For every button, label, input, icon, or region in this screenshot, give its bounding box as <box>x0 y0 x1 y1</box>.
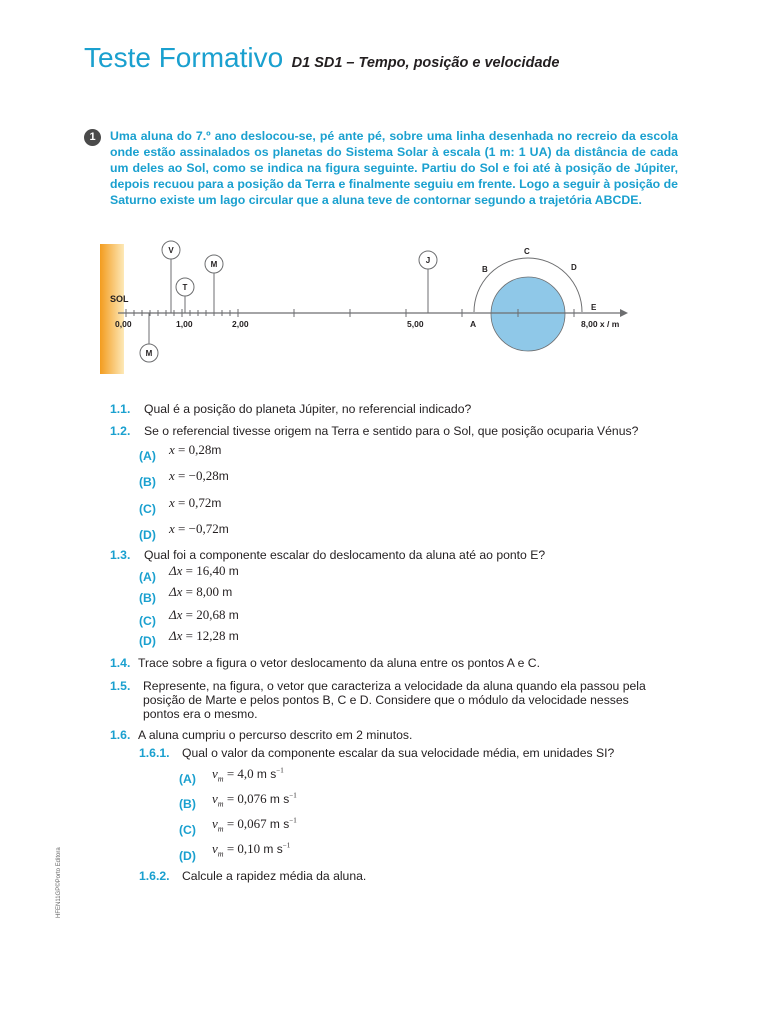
planet-label: V <box>168 246 174 255</box>
question-1-1 <box>110 402 471 416</box>
question-1-3 <box>110 548 545 562</box>
option-label[interactable]: (C) <box>179 823 196 837</box>
question-intro: Uma aluna do 7.º ano deslocou-se, pé ante pé, sobre uma linha desenhada no recreio da escola onde estão assinalados os planetas do Sistema Solar à escala (1 m: 1 UA) da distância de cada um deles ao Sol, como se indica na figura seguinte. Partiu do Sol e foi até à posição de Júpiter, depois recuou para a posição da Terra e finalmente seguiu em frente. Logo a seguir à posição de Saturno existe um lago circular que a aluna teve de contornar segundo a trajetória ABCDE. <box>110 129 678 207</box>
path-point-label: E <box>591 303 597 312</box>
item-number: 1.6.2. <box>139 869 170 883</box>
option-label[interactable]: (C) <box>139 502 156 516</box>
question-1-5-line-3: pontos era o mesmo. <box>143 707 258 721</box>
question-1-6-1 <box>139 746 614 760</box>
sun-label: SOL <box>110 294 129 304</box>
tick-label: 2,00 <box>232 319 249 329</box>
option-equation: x = −0,72m <box>169 521 229 536</box>
question-1-6-2 <box>139 869 366 883</box>
path-point-label: C <box>524 247 530 256</box>
path-point-label: B <box>482 265 488 274</box>
question-1-6 <box>110 728 412 742</box>
planet-label: T <box>182 283 188 292</box>
option-equation: x = 0,28m <box>169 442 222 457</box>
item-text: A aluna cumpriu o percurso descrito em 2 minutos. <box>138 728 413 742</box>
item-text: Qual o valor da componente escalar da sua velocidade média, em unidades SI? <box>182 746 615 760</box>
item-number: 1.6.1. <box>139 746 170 760</box>
item-text: Represente, na figura, o vetor que caracteriza a velocidade da aluna quando ela passou pela <box>143 679 646 693</box>
planet-label: M <box>145 349 153 358</box>
option-label[interactable]: (A) <box>179 772 196 786</box>
item-number: 1.6. <box>110 728 131 742</box>
option-equation: $v_m = 0,076$ m $s^{-1}$ <box>212 791 297 809</box>
tick-label: 1,00 <box>176 319 193 329</box>
publisher-side-note: HFEN11GP©Porto Editora <box>56 847 62 918</box>
lake-icon <box>491 277 565 351</box>
item-number: 1.1. <box>110 402 131 416</box>
option-label[interactable]: (D) <box>139 528 156 542</box>
page-title: Teste Formativo <box>84 42 284 73</box>
question-number-badge: 1 <box>84 129 101 146</box>
tick-label: 5,00 <box>407 319 424 329</box>
option-label[interactable]: (D) <box>139 634 156 648</box>
item-text: Se o referencial tivesse origem na Terra e sentido para o Sol, que posição ocuparia Vénus? <box>144 424 639 438</box>
option-equation: Δx = 12,28 m <box>169 628 239 643</box>
item-number: 1.5. <box>110 679 131 693</box>
option-label[interactable]: (B) <box>139 475 156 489</box>
option-label[interactable]: (B) <box>139 591 156 605</box>
tick-label: A <box>470 319 477 329</box>
question-1-5-line-2: posição de Marte e pelos pontos B, C e D. Considere que o módulo da velocidade nesses <box>143 693 629 707</box>
option-equation: x = −0,28m <box>169 468 229 483</box>
item-number: 1.2. <box>110 424 131 438</box>
item-text: Trace sobre a figura o vetor deslocamento da aluna entre os pontos A e C. <box>138 656 540 670</box>
option-equation: $v_m = 0,067$ m $s^{-1}$ <box>212 816 297 834</box>
page-header <box>84 42 559 74</box>
option-equation: Δx = 16,40 m <box>169 563 239 578</box>
option-label[interactable]: (A) <box>139 570 156 584</box>
option-equation: $v_m = 0,10$ m $s^{-1}$ <box>212 841 291 859</box>
option-label[interactable]: (C) <box>139 614 156 628</box>
sun-shape <box>100 244 124 374</box>
option-equation: Δx = 20,68 m <box>169 607 239 622</box>
option-equation: x = 0,72m <box>169 495 222 510</box>
page-subtitle: D1 SD1 – Tempo, posição e velocidade <box>291 55 560 71</box>
axis-arrow-icon <box>620 309 628 317</box>
question-1-4 <box>110 656 540 670</box>
question-1-5 <box>110 679 646 693</box>
question-1-2 <box>110 424 638 438</box>
item-text: Qual foi a componente escalar do deslocamento da aluna até ao ponto E? <box>144 548 546 562</box>
tick-label: 0,00 <box>115 319 132 329</box>
option-equation: $v_m = 4,0$ m $s^{-1}$ <box>212 766 284 784</box>
item-number: 1.3. <box>110 548 131 562</box>
option-label[interactable]: (B) <box>179 797 196 811</box>
option-equation: Δx = 8,00 m <box>169 584 233 599</box>
item-text: Qual é a posição do planeta Júpiter, no referencial indicado? <box>144 402 472 416</box>
solar-system-figure <box>100 236 640 376</box>
option-label[interactable]: (D) <box>179 849 196 863</box>
planet-label: M <box>210 260 218 269</box>
item-text: Calcule a rapidez média da aluna. <box>182 869 367 883</box>
tick-label: 8,00 x / m <box>581 319 620 329</box>
item-number: 1.4. <box>110 656 131 670</box>
option-label[interactable]: (A) <box>139 449 156 463</box>
planet-label: J <box>425 256 431 265</box>
path-point-label: D <box>571 263 577 272</box>
